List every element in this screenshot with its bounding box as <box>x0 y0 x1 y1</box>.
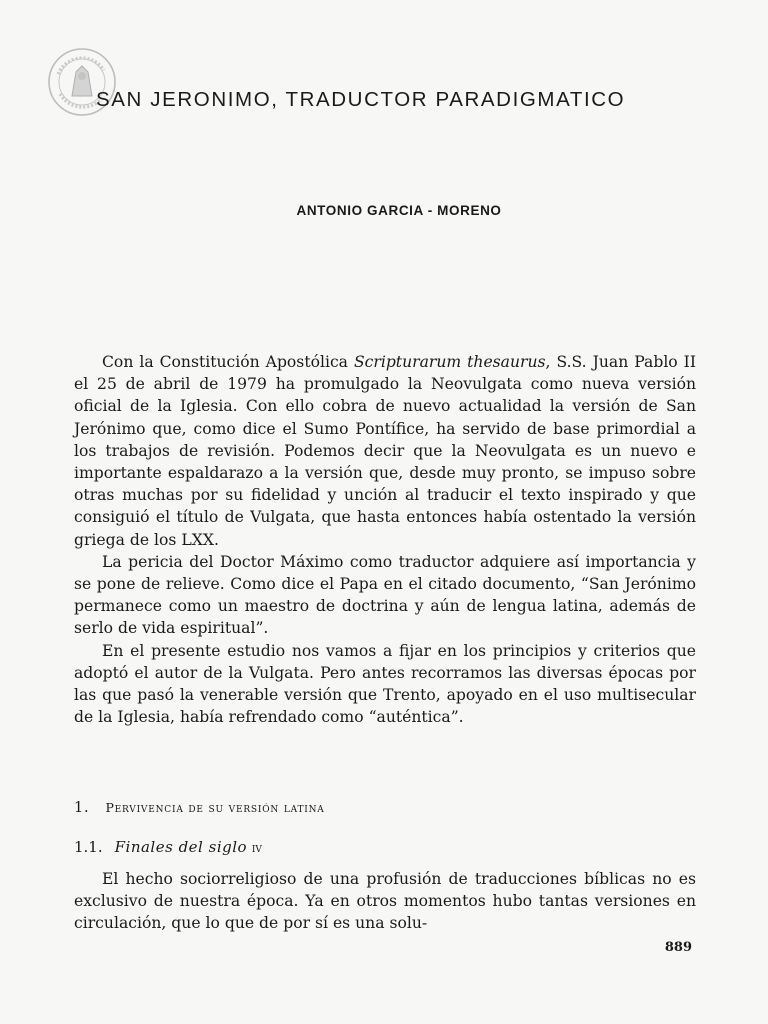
intro-p1-start: Con la Constitución Apostólica <box>102 353 354 371</box>
subsection-heading-1-1 <box>74 838 262 856</box>
section-title: Pervivencia de su versión latina <box>105 800 325 815</box>
subsection-number: 1.1. <box>74 838 103 856</box>
intro-paragraph-1 <box>74 351 696 551</box>
intro-p1-end: , S.S. Juan Pablo II el 25 de abril de 1979 ha promulgado la Neovulgata como nueva versión oficial de la Iglesia. Con ello cobra de nuevo actualidad la versión de San Jerónimo que, como dice el Sumo Pontífice, ha servido de base primordial a los trabajos de revisión. Podemos decir que la Neovulgata es un nuevo e importante espaldarazo a la versión que, desde muy pronto, se impuso sobre otras muchas por su fidelidad y unción al traducir el texto inspirado y que consiguió el título de Vulgata, que hasta entonces había ostentado la versión griega de los LXX. <box>74 353 696 549</box>
subsection-paragraph-1: El hecho sociorreligioso de una profusión de traducciones bíblicas no es exclusivo de nuestra época. Ya en otros momentos hubo tantas versiones en circulación, que lo que de por sí es una solu- <box>74 870 696 933</box>
introduction-text <box>74 351 696 728</box>
subsection-century: iv <box>251 841 262 856</box>
article-title: SAN JERONIMO, TRADUCTOR PARADIGMATICO <box>96 88 626 111</box>
subsection-text <box>74 868 696 935</box>
page-number: 889 <box>664 940 692 955</box>
intro-paragraph-2: La pericia del Doctor Máximo como traductor adquiere así importancia y se pone de relieve. Como dice el Papa en el citado documento, “San Jerónimo permanece como un maestro de doctrina y aún de lengua latina, además de serlo de vida espiritual”. <box>74 552 696 638</box>
section-number: 1. <box>74 800 90 816</box>
intro-p1-italic: Scripturarum thesaurus <box>353 353 546 371</box>
subsection-title: Finales del siglo <box>114 838 248 856</box>
section-heading-1 <box>74 800 325 816</box>
intro-paragraph-3: En el presente estudio nos vamos a fijar en los principios y criterios que adoptó el autor de la Vulgata. Pero antes recorramos las diversas épocas por las que pasó la venerable versión que Trento, apoyado en el uso multisecular de la Iglesia, había refrendado como “auténtica”. <box>74 641 696 727</box>
article-author: ANTONIO GARCIA - MORENO <box>296 203 502 218</box>
